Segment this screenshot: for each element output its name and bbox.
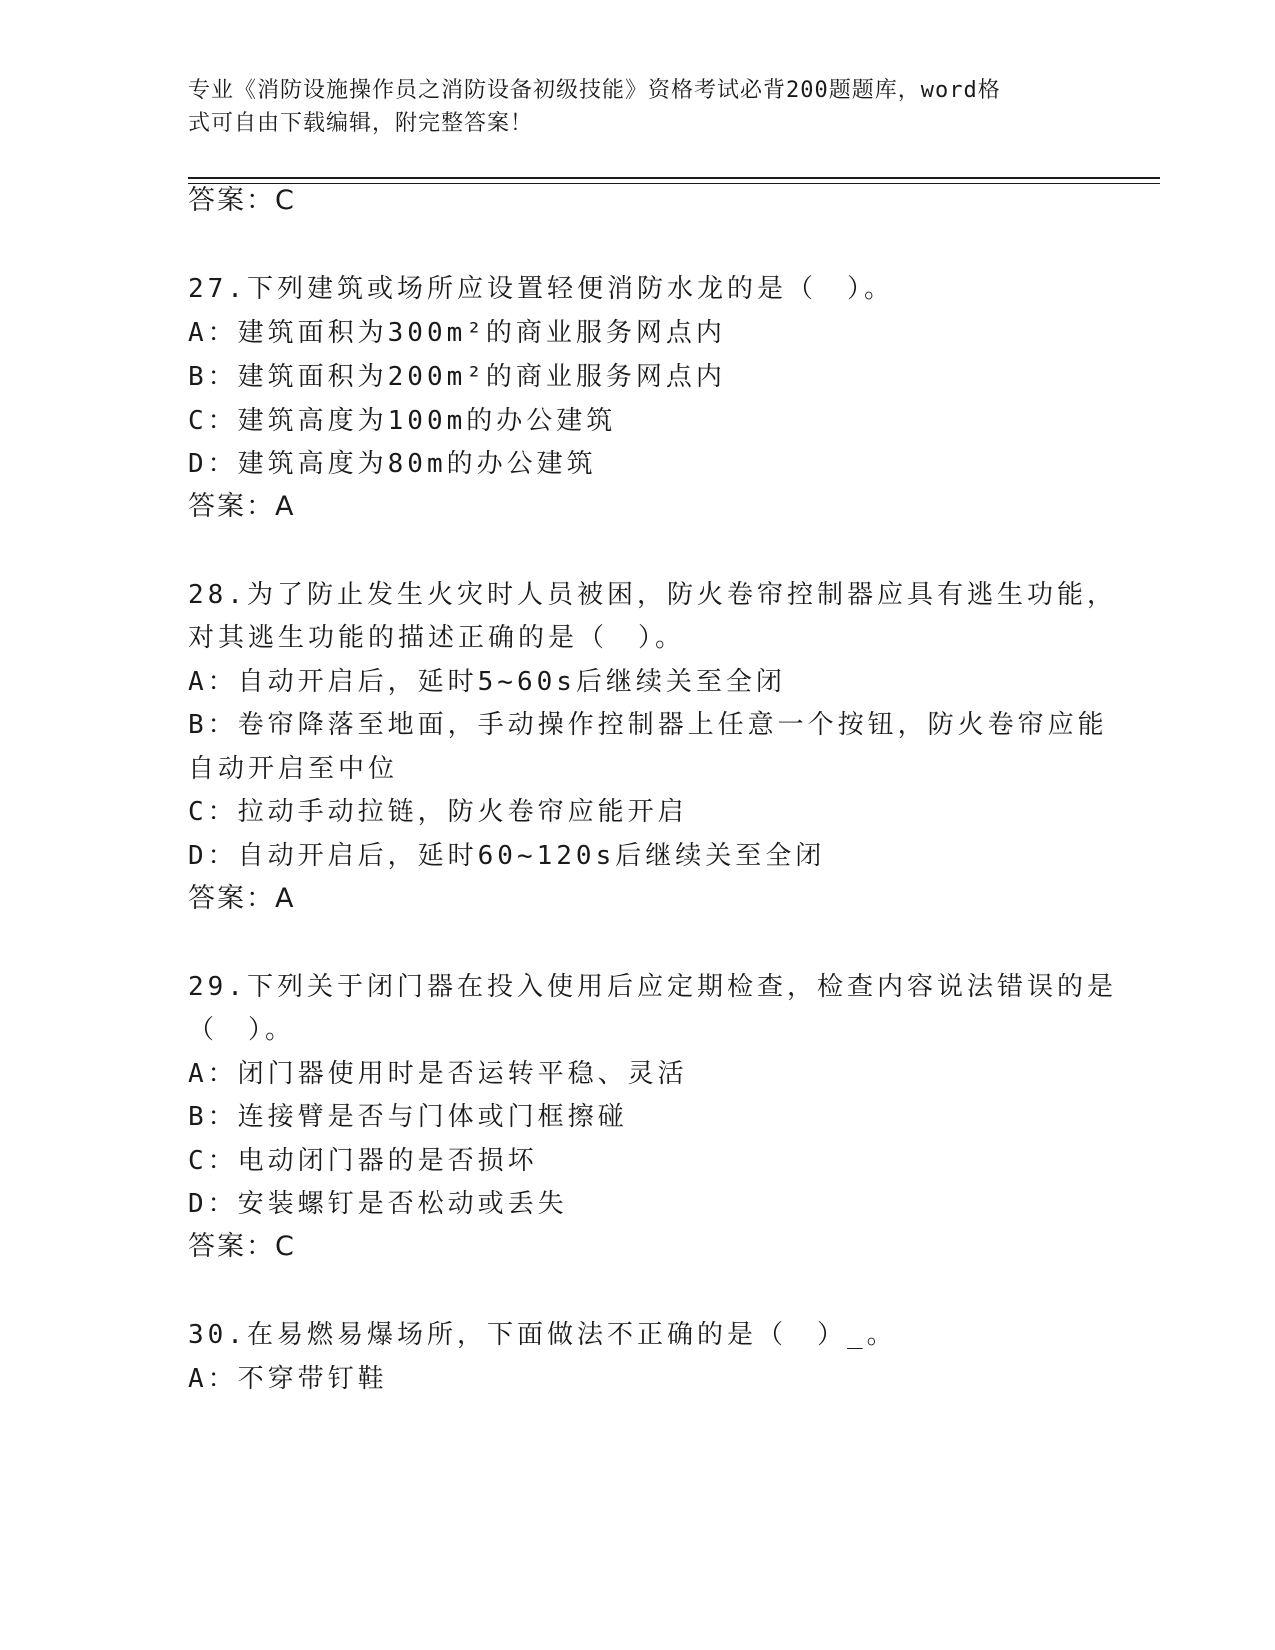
question-28-stem-line-2: 对其逃生功能的描述正确的是（ ）。 [188, 623, 686, 653]
question-28-option-b-line-1: B：卷帘降落至地面，手动操作控制器上任意一个按钮，防火卷帘应能 [188, 710, 1108, 740]
question-28-option-a: A：自动开启后，延时5~60s后继续关至全闭 [188, 667, 786, 697]
header-line-2: 式可自由下载编辑，附完整答案！ [188, 111, 534, 136]
question-27-answer: 答案：A [188, 491, 296, 522]
answer-previous: 答案：C [188, 185, 296, 216]
question-29-option-a: A：闭门器使用时是否运转平稳、灵活 [188, 1059, 688, 1089]
question-30-stem: 30.在易燃易爆场所，下面做法不正确的是（ ）_。 [188, 1320, 897, 1350]
question-29-option-c: C：电动闭门器的是否损坏 [188, 1146, 538, 1176]
question-28-option-c: C：拉动手动拉链，防火卷帘应能开启 [188, 797, 688, 827]
question-29-stem-line-2: （ ）。 [188, 1015, 296, 1045]
header-line-1: 专业《消防设施操作员之消防设备初级技能》资格考试必背200题题库，word格 [188, 78, 1001, 103]
question-27-option-d: D：建筑高度为80m的办公建筑 [188, 449, 597, 479]
question-27-stem: 27.下列建筑或场所应设置轻便消防水龙的是（ ）。 [188, 274, 894, 304]
question-27-option-a: A：建筑面积为300m²的商业服务网点内 [188, 318, 726, 348]
header-rule-thick [188, 177, 1160, 179]
question-27-option-c: C：建筑高度为100m的办公建筑 [188, 406, 617, 436]
question-29-option-d: D：安装螺钉是否松动或丢失 [188, 1189, 568, 1219]
question-30-option-a: A：不穿带钉鞋 [188, 1364, 388, 1394]
question-27-option-b: B：建筑面积为200m²的商业服务网点内 [188, 362, 726, 392]
document-header [188, 74, 1068, 140]
question-29-answer: 答案：C [188, 1231, 296, 1262]
question-29-option-b: B：连接臂是否与门体或门框擦碰 [188, 1102, 628, 1132]
question-28-stem-line-1: 28.为了防止发生火灾时人员被困，防火卷帘控制器应具有逃生功能， [188, 580, 1117, 610]
question-28-option-b-line-2: 自动开启至中位 [188, 754, 399, 784]
question-28-answer: 答案：A [188, 883, 296, 914]
header-rule-thin [188, 183, 1160, 184]
question-28-option-d: D：自动开启后，延时60~120s后继续关至全闭 [188, 841, 826, 871]
question-29-stem-line-1: 29.下列关于闭门器在投入使用后应定期检查，检查内容说法错误的是 [188, 972, 1117, 1002]
